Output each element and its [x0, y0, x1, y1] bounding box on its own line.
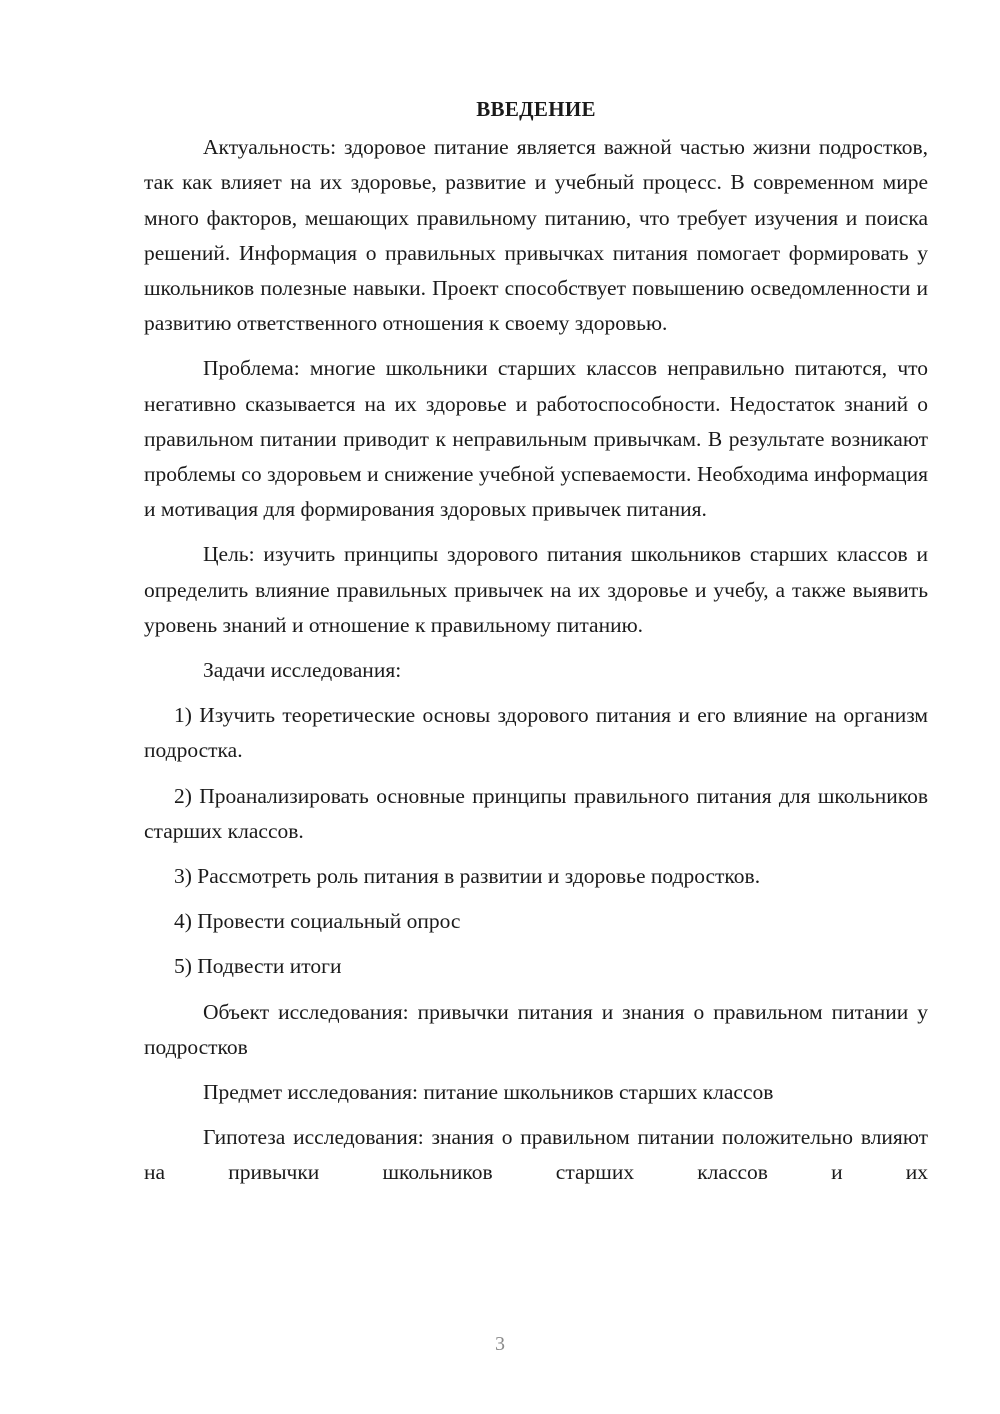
paragraph-tasks-heading: Задачи исследования:	[203, 658, 402, 683]
page-title: ВВЕДЕНИЕ	[476, 97, 596, 121]
list-item: 4) Провести социальный опрос	[174, 909, 461, 934]
document-page	[144, 92, 928, 1201]
tasks-list	[144, 698, 928, 984]
list-item: 1) Изучить теоретические основы здорового питания и его влияние на организм подростка.	[144, 703, 928, 763]
paragraph-hypothesis: Гипотеза исследования: знания о правильном питании положительно влияют на привычки школьников старших классов и их	[144, 1125, 928, 1185]
list-item: 2) Проанализировать основные принципы правильного питания для школьников старших классов.	[144, 783, 928, 843]
paragraph-problem: Проблема: многие школьники старших классов неправильно питаются, что негативно сказывается на их здоровье и работоспособности. Недостаток знаний о правильном питании приводит к неправильным привычкам. В результате возникают проблемы со здоровьем и снижение учебной успеваемости. Необходима информация и мотивация для формирования здоровых привычек питания.	[144, 356, 928, 522]
paragraph-object: Объект исследования: привычки питания и знания о правильном питании у подростков	[144, 999, 928, 1059]
page-number: 3	[495, 1333, 505, 1355]
paragraph-goal: Цель: изучить принципы здорового питания школьников старших классов и определить влияние правильных привычек на их здоровье и учебу, а также выявить уровень знаний и отношение к правильному питанию.	[144, 542, 928, 637]
list-item: 3) Рассмотреть роль питания в развитии и здоровье подростков.	[174, 864, 761, 889]
paragraph-subject: Предмет исследования: питание школьников старших классов	[203, 1080, 774, 1105]
paragraph-relevance: Актуальность: здоровое питание является важной частью жизни подростков, так как влияет на их здоровье, развитие и учебный процесс. В современном мире много факторов, мешающих правильному питанию, что требует изучения и поиска решений. Информация о правильных привычках питания помогает формировать у школьников полезные навыки. Проект способствует повышению осведомленности и развитию ответственного отношения к своему здоровью.	[144, 135, 928, 336]
list-item: 5) Подвести итоги	[174, 954, 342, 979]
